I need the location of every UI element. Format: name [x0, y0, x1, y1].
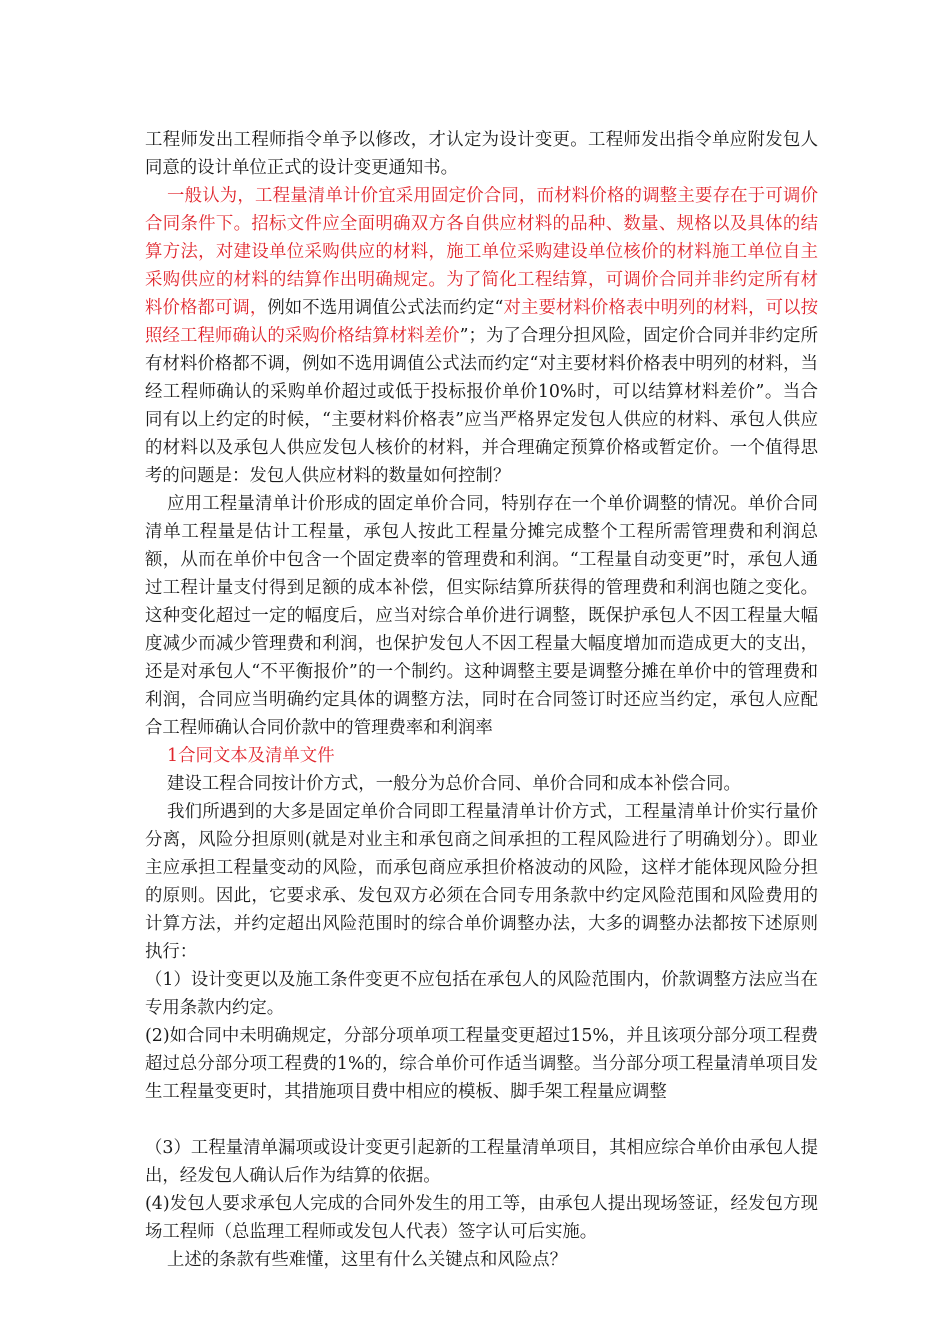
- highlight-text: 对主要材料价格表中明列的材料，可以按照经工程师确认的采购价格结算材料差价: [145, 298, 818, 346]
- paragraph-question: 上述的条款有些难懂，这里有什么关键点和风险点？: [167, 1250, 567, 1270]
- paragraph-material-price: [145, 182, 818, 490]
- paragraph-contract-types: 建设工程合同按计价方式，一般分为总价合同、单价合同和成本补偿合同。: [167, 774, 741, 794]
- paragraph-unit-price-adjustment: 应用工程量清单计价形成的固定单价合同，特别存在一个单价调整的情况。单价合同清单工程量是估计工程量，承包人按此工程量分摊完成整个工程所需管理费和利润总额，从而在单价中包含一个固定费率的管理费和利润。“工程量自动变更”时，承包人通过工程计量支付得到足额的成本补偿，但实际结算所获得的管理费和利润也随之变化。这种变化超过一定的幅度后，应当对综合单价进行调整，既保护承包人不因工程量大幅度减少而减少管理费和利润，也保护发包人不因工程量大幅度增加而造成更大的支出，还是对承包人“不平衡报价”的一个制约。这种调整主要是调整分摊在单价中的管理费和利润，合同应当明确约定具体的调整方法，同时在合同签订时还应当约定，承包人应配合工程师确认合同价款中的管理费率和利润率: [145, 494, 818, 738]
- list-item-3: （3）工程量清单漏项或设计变更引起新的工程量清单项目，其相应综合单价由承包人提出，经发包人确认后作为结算的依据。: [145, 1138, 818, 1186]
- list-item-2: (2)如合同中未明确规定，分部分项单项工程量变更超过15%，并且该项分部分项工程费超过总分部分项工程费的1%的，综合单价可作适当调整。当分部分项工程量清单项目发生工程量变更时，其措施项目费中相应的模板、脚手架工程量应调整: [145, 1026, 818, 1102]
- paragraph-design-change: 工程师发出工程师指令单予以修改，才认定为设计变更。工程师发出指令单应附发包人同意的设计单位正式的设计变更通知书。: [145, 130, 818, 178]
- section-heading: 1合同文本及清单文件: [167, 746, 335, 766]
- list-item-1: （1）设计变更以及施工条件变更不应包括在承包人的风险范围内，价款调整方法应当在专用条款内约定。: [145, 970, 818, 1018]
- plain-text: 例如不选用调值公式法而约定“: [267, 298, 504, 318]
- highlight-text: 一般认为，工程量清单计价宜采用固定价合同，而材料价格的调整主要存在于可调价合同条件下。招标文件应全面明确双方各自供应材料的品种、数量、规格以及具体的结算方法，对建设单位采购供应的材料，施工单位采购建设单位核价的材料施工单位自主采购供应的材料的结算作出明确规定。为了简化工程结算，可调价合同并非约定所有材料价格都可调，: [145, 186, 818, 318]
- paragraph-risk-sharing: 我们所遇到的大多是固定单价合同即工程量清单计价方式，工程量清单计价实行量价分离，风险分担原则(就是对业主和承包商之间承担的工程风险进行了明确划分）。即业主应承担工程量变动的风险，而承包商应承担价格波动的风险，这样才能体现风险分担的原则。因此，它要求承、发包双方必须在合同专用条款中约定风险范围和风险费用的计算方法，并约定超出风险范围时的综合单价调整办法，大多的调整办法都按下述原则执行：: [145, 802, 818, 962]
- list-item-4: (4)发包人要求承包人完成的合同外发生的用工等，由承包人提出现场签证，经发包方现场工程师（总监理工程师或发包人代表）签字认可后实施。: [145, 1194, 818, 1242]
- blank-line: [145, 1106, 818, 1134]
- plain-text: ”；为了合理分担风险，固定价合同并非约定所有材料价格都不调，例如不选用调值公式法而约定“对主要材料价格表中明列的材料，当经工程师确认的采购单价超过或低于投标报价单价10%时，可以结算材料差价”。当合同有以上约定的时候，“主要材料价格表”应当严格界定发包人供应的材料、承包人供应的材料以及承包人供应发包人核价的材料，并合理确定预算价格或暂定价。一个值得思考的问题是：发包人供应材料的数量如何控制？: [145, 326, 818, 486]
